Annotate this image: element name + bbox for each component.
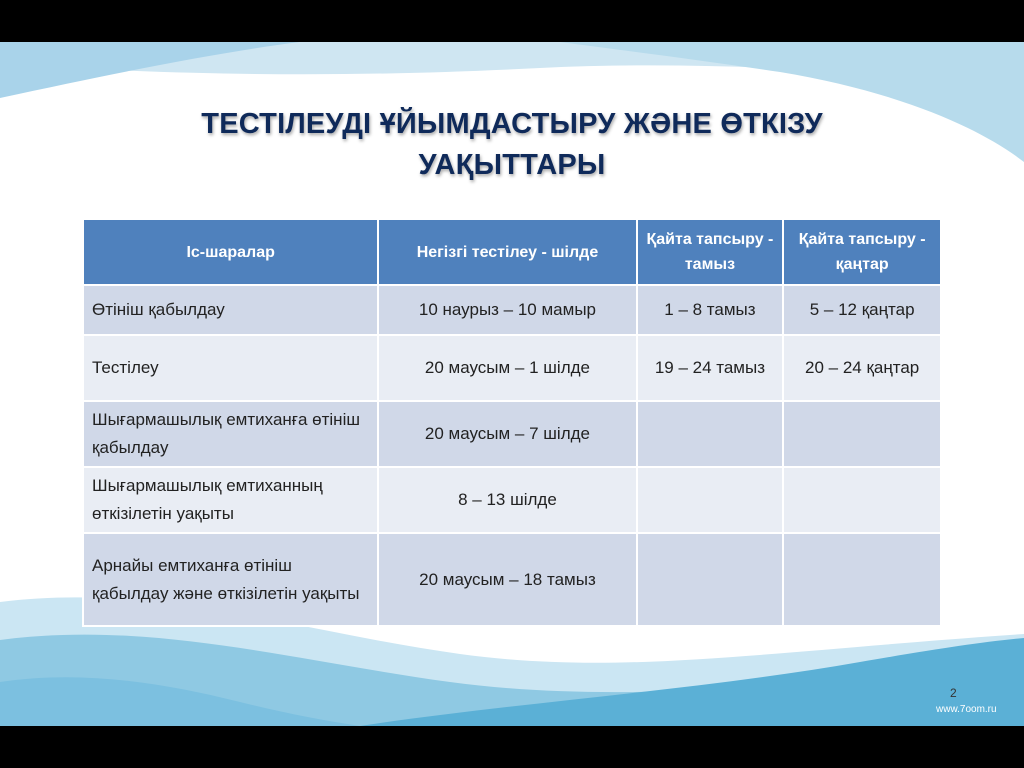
watermark: www.7oom.ru [936,704,997,715]
table-row [83,467,941,533]
title-line-1: ТЕСТІЛЕУДІ ҰЙЫМДАСТЫРУ ЖӘНЕ ӨТКІЗУ [201,108,823,140]
schedule-table [82,218,942,627]
table-row [83,401,941,467]
table-cell: 10 наурыз – 10 мамыр [378,285,636,335]
table-cell: 20 маусым – 7 шілде [378,401,636,467]
table-cell: Тестілеу [83,335,378,401]
table-row [83,285,941,335]
table-cell [637,533,784,626]
table-cell: 20 – 24 қаңтар [783,335,941,401]
table-cell: 20 маусым – 1 шілде [378,335,636,401]
slide [0,42,1024,726]
slide-title [140,104,884,186]
table-cell: 5 – 12 қаңтар [783,285,941,335]
page-number: 2 [950,686,957,700]
table-row [83,335,941,401]
table-cell [783,533,941,626]
table-cell [637,467,784,533]
table-cell: Арнайы емтиханға өтініш қабылдау және өткізілетін уақыты [83,533,378,626]
table-cell [783,467,941,533]
table-cell: 19 – 24 тамыз [637,335,784,401]
header-activities: Іс-шаралар [83,219,378,285]
header-main-testing: Негізгі тестілеу - шілде [378,219,636,285]
table-cell: Шығармашылық емтиханға өтініш қабылдау [83,401,378,467]
table-row [83,533,941,626]
table-cell [783,401,941,467]
table-cell: 8 – 13 шілде [378,467,636,533]
table-cell: Өтініш қабылдау [83,285,378,335]
table-header-row [83,219,941,285]
table-cell: Шығармашылық емтиханның өткізілетін уақыты [83,467,378,533]
header-retake-january: Қайта тапсыру - қаңтар [783,219,941,285]
table-cell: 1 – 8 тамыз [637,285,784,335]
table-cell: 20 маусым – 18 тамыз [378,533,636,626]
title-line-2: УАҚЫТТАРЫ [418,149,606,181]
table-cell [637,401,784,467]
header-retake-august: Қайта тапсыру - тамыз [637,219,784,285]
